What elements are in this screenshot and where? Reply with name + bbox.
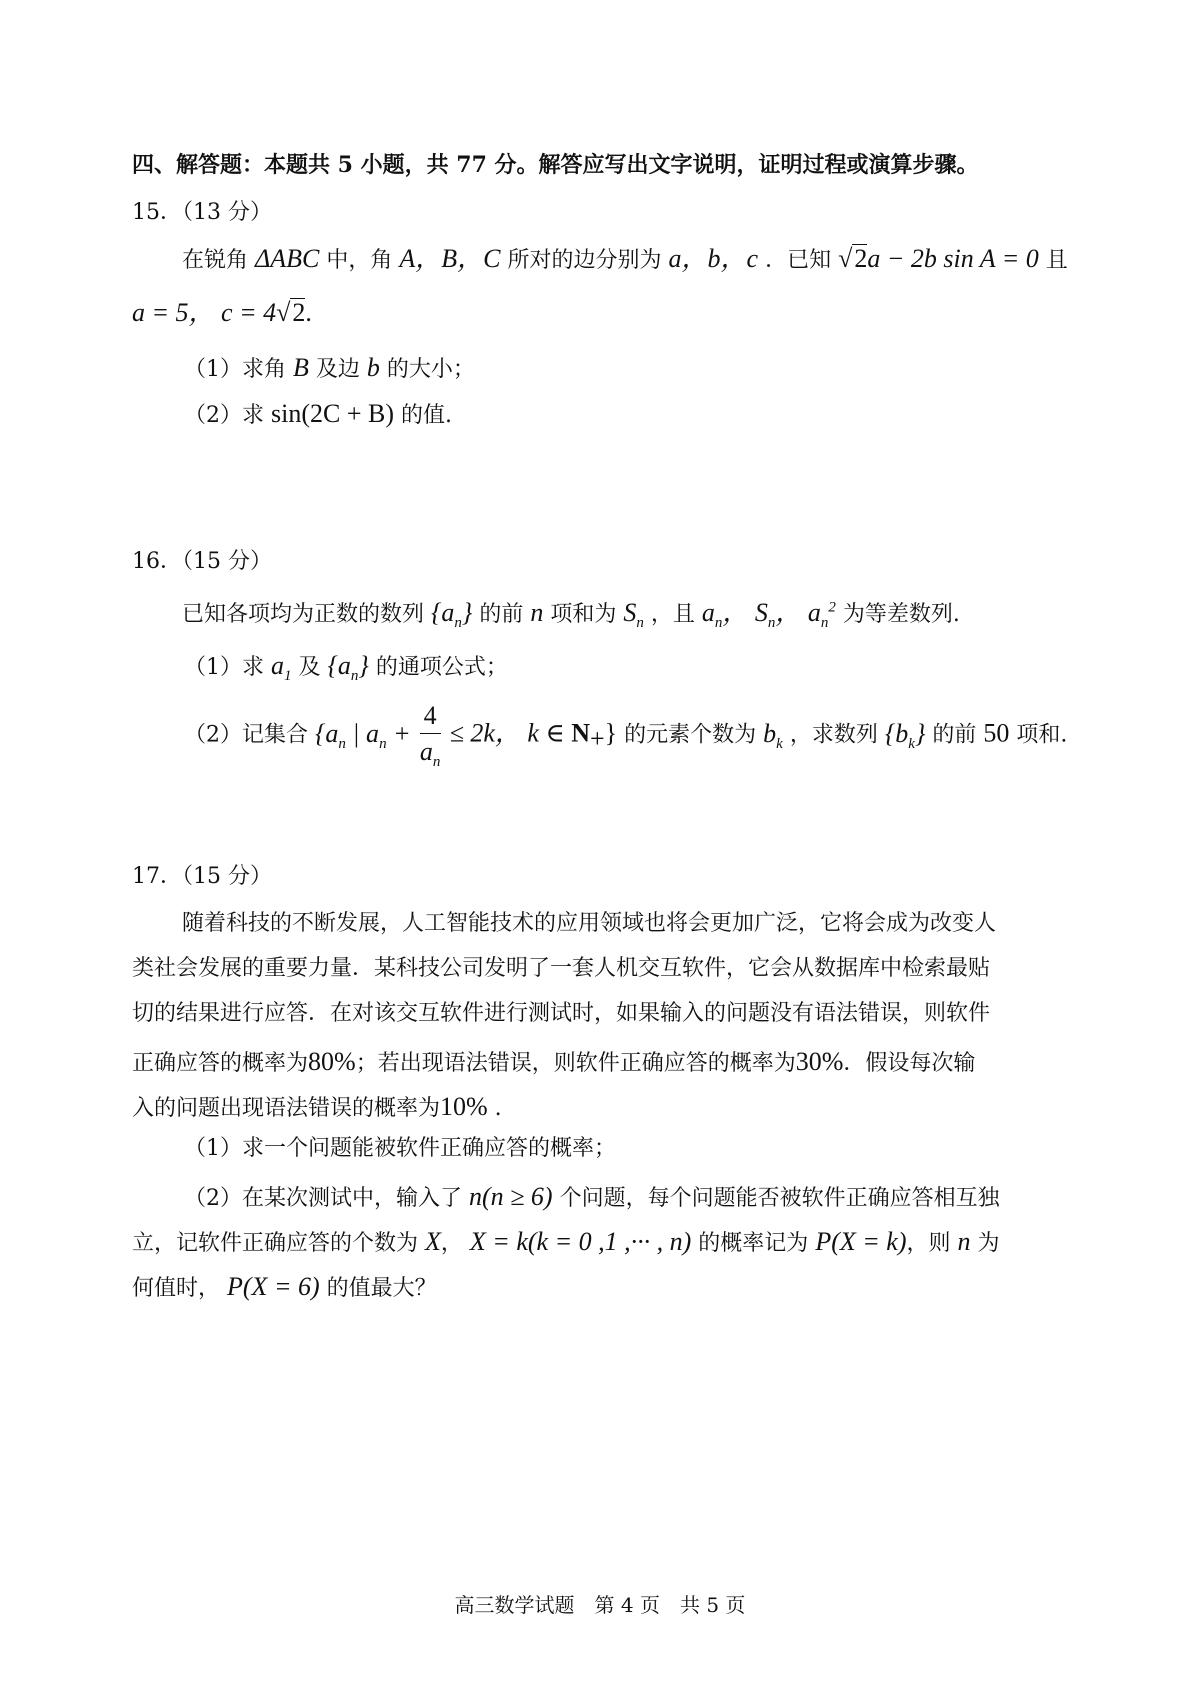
expression: X = k(k = 0 ,1 ,··· , n): [469, 1227, 692, 1256]
part-text: （2）记集合: [184, 722, 308, 748]
q16-text: 项和为: [550, 602, 617, 627]
var-S: ， S: [722, 598, 768, 627]
part-text: 个问题，每个问题能否被软件正确应答相互独: [559, 1186, 1000, 1211]
part-text: 的值.: [401, 403, 453, 428]
equation: a − 2b sin A = 0: [867, 244, 1039, 273]
q16-text: 为等差数列.: [842, 602, 960, 627]
q15-text: 在锐角: [182, 248, 249, 273]
q15-text: 所对的边分别为: [507, 248, 662, 273]
given-values: a = 5， c = 4: [132, 298, 277, 327]
period: .: [487, 1096, 502, 1121]
percent-30: 30%: [795, 1047, 844, 1076]
para-text: 入的问题出现语法错误的概率为: [132, 1096, 441, 1121]
inequality: ≤ 2k， k ∈: [449, 718, 572, 748]
q17-part1: （1）求一个问题能被软件正确应答的概率；: [184, 1136, 616, 1161]
part-text: ，求数列: [789, 722, 878, 748]
q17-number: 17．（15 分）: [132, 864, 272, 889]
var-X: X: [425, 1227, 441, 1256]
period: .: [305, 298, 312, 327]
q17-paragraph-line1: 随着科技的不断发展，人工智能技术的应用领域也将会更加广泛，它将会成为改变人: [182, 911, 997, 936]
subscript: n: [454, 615, 462, 632]
expression: sin(2C + B): [271, 399, 395, 428]
q17-part2-line2: [132, 1226, 1000, 1257]
q17-paragraph-line2: 类社会发展的重要力量．某科技公司发明了一套人机交互软件，它会从数据库中检索最贴: [132, 956, 991, 981]
seq-an: {a: [327, 651, 351, 680]
percent-10: 10%: [440, 1092, 488, 1121]
q15-part1: [184, 352, 475, 383]
subscript: n: [767, 615, 776, 632]
q15-stem-line1: 在锐角 ΔABC 中，角 A，B，C 所对的边分别为 a，b，c ．已知 √2a − 2b sin A = 0 且: [182, 244, 1068, 273]
q17-paragraph-line5: [132, 1091, 502, 1122]
q17-part2-line3: [132, 1271, 437, 1302]
q16-text: ，且: [650, 602, 695, 627]
var-a: ， a: [775, 598, 821, 627]
superscript: 2: [828, 599, 836, 616]
q16-part1: [184, 650, 508, 685]
natural-numbers-symbol: N: [571, 718, 590, 748]
q15-number: 15．（13 分）: [132, 200, 272, 225]
subscript: n: [379, 735, 387, 752]
side-labels: a，b，c: [668, 244, 759, 273]
seq-an: {a: [431, 598, 455, 627]
var-B: B: [293, 353, 309, 382]
var-a: a: [701, 598, 715, 627]
q16-stem: [182, 597, 960, 632]
subscript: k: [908, 735, 915, 752]
part-text: 的前: [932, 722, 977, 748]
q16-number: 16．（15 分）: [132, 549, 272, 574]
brace: }: [604, 718, 618, 748]
part-text: （1）求角: [184, 357, 286, 382]
q16-text: 的前: [479, 602, 524, 627]
subscript: n: [714, 615, 723, 632]
sqrt-value: 2: [292, 298, 306, 327]
part-text: ，则: [906, 1231, 951, 1256]
subscript: +: [590, 724, 605, 754]
section-heading: 四、解答题：本题共 5 小题，共 77 分。解答应写出文字说明，证明过程或演算步骤。: [132, 152, 979, 178]
para-text: ．假设每次输: [843, 1051, 976, 1076]
fraction-denominator: a: [419, 737, 433, 767]
part-text: 的大小；: [386, 357, 475, 382]
part-text: 的通项公式；: [375, 655, 508, 680]
var-n: n: [530, 598, 544, 627]
part-text: （1）求: [184, 655, 264, 680]
part-text: 项和.: [1016, 722, 1068, 748]
part-text: 立，记软件正确应答的个数为: [132, 1231, 419, 1256]
q17-part2-line1: [184, 1181, 1000, 1212]
probability-expression: P(X = 6): [227, 1272, 320, 1301]
subscript: n: [350, 668, 359, 685]
var-b: b: [366, 353, 380, 382]
part-text: 的概率记为: [698, 1231, 809, 1256]
condition-n: n(n ≥ 6): [469, 1182, 553, 1211]
para-text: ；若出现语法错误，则软件正确应答的概率为: [355, 1051, 796, 1076]
page-footer: 高三数学试题 第 4 页 共 5 页: [454, 1593, 746, 1617]
probability-expression: P(X = k): [815, 1227, 907, 1256]
q15-text: ．已知: [765, 248, 832, 273]
brace: }: [358, 651, 369, 680]
subscript: n: [636, 615, 644, 632]
part-text: 的元素个数为: [624, 722, 757, 748]
var-a: a: [271, 651, 284, 680]
seq-bk: {b: [884, 718, 909, 748]
part-text: 及边: [315, 357, 360, 382]
part-text: （2）在某次测试中，输入了: [184, 1186, 462, 1211]
part-text: （2）求: [184, 403, 264, 428]
brace: }: [461, 598, 473, 627]
plus: +: [386, 718, 411, 748]
q16-part2: [184, 700, 1067, 771]
brace: }: [914, 718, 926, 748]
fraction: [420, 700, 441, 771]
set-bar: | a: [345, 718, 380, 748]
part-text: 的值最大？: [326, 1276, 437, 1301]
triangle-label: ΔABC: [255, 244, 320, 273]
q17-paragraph-line4: [132, 1046, 975, 1077]
sqrt-value: 2: [854, 244, 868, 273]
set-open: {a: [315, 718, 339, 748]
var-b: b: [763, 718, 777, 748]
subscript: 1: [284, 668, 292, 685]
fraction-numerator: 4: [420, 700, 441, 734]
part-text: 何值时，: [132, 1276, 221, 1301]
percent-80: 80%: [308, 1047, 356, 1076]
q17-paragraph-line3: 切的结果进行应答．在对该交互软件进行测试时，如果输入的问题没有语法错误，则软件: [132, 1001, 991, 1026]
para-text: 正确应答的概率为: [132, 1051, 309, 1076]
part-text: 及: [298, 655, 321, 680]
subscript: n: [432, 754, 441, 771]
number-50: 50: [983, 718, 1010, 748]
part-text: 为: [977, 1231, 1000, 1256]
subscript: n: [820, 615, 829, 632]
q15-stem-line2: a = 5， c = 4√2.: [132, 298, 312, 327]
angle-labels: A，B，C: [399, 244, 501, 273]
q15-part2: [184, 398, 452, 429]
q15-text: 中，角: [326, 248, 393, 273]
q16-text: 已知各项均为正数的数列: [182, 602, 425, 627]
comma: ，: [440, 1231, 463, 1256]
q15-text: 且: [1045, 248, 1068, 273]
subscript: k: [776, 735, 783, 752]
subscript: n: [338, 735, 346, 752]
var-n: n: [957, 1227, 971, 1256]
var-S: S: [623, 598, 637, 627]
